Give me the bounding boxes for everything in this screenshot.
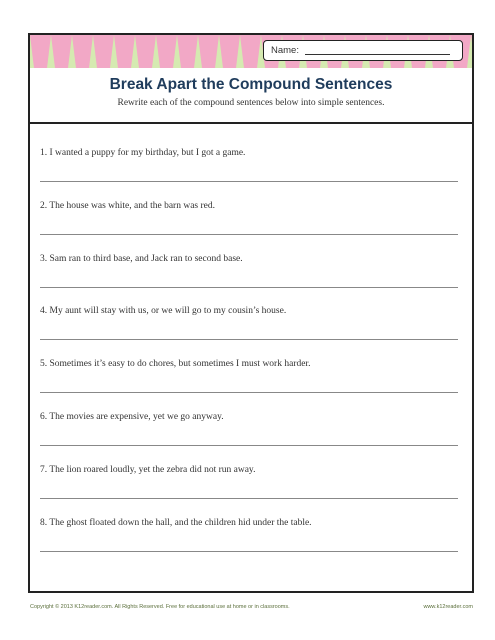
worksheet-frame xyxy=(28,33,474,593)
name-label: Name: xyxy=(271,45,299,56)
name-field[interactable] xyxy=(263,40,463,61)
answer-line[interactable] xyxy=(40,339,458,340)
answer-line[interactable] xyxy=(40,181,458,182)
answer-line[interactable] xyxy=(40,551,458,552)
question-item: 1. I wanted a puppy for my birthday, but I got a game. xyxy=(40,148,246,158)
site-link[interactable]: www.k12reader.com xyxy=(423,604,473,610)
answer-line[interactable] xyxy=(40,445,458,446)
instructions: Rewrite each of the compound sentences below into simple sentences. xyxy=(117,98,385,108)
question-item: 5. Sometimes it’s easy to do chores, but sometimes I must work harder. xyxy=(40,359,311,370)
answer-line[interactable] xyxy=(40,287,458,288)
name-blank-line[interactable] xyxy=(305,54,450,55)
answer-line[interactable] xyxy=(40,234,458,235)
answer-line[interactable] xyxy=(40,392,458,393)
question-item: 6. The movies are expensive, yet we go anyway. xyxy=(40,412,224,422)
page-title: Break Apart the Compound Sentences xyxy=(109,76,393,93)
worksheet-header xyxy=(30,35,472,124)
question-item: 2. The house was white, and the barn was red. xyxy=(40,200,215,211)
answer-line[interactable] xyxy=(40,498,458,499)
question-item: 7. The lion roared loudly, yet the zebra did not run away. xyxy=(40,464,256,475)
question-item: 3. Sam ran to third base, and Jack ran to second base. xyxy=(40,253,243,264)
question-item: 8. The ghost floated down the hall, and the children hid under the table. xyxy=(40,517,312,528)
copyright-text: Copyright © 2013 K12reader.com. All Rights Reserved. Free for educational use at home or in classrooms. xyxy=(30,604,290,610)
question-item: 4. My aunt will stay with us, or we will go to my cousin’s house. xyxy=(40,306,287,317)
